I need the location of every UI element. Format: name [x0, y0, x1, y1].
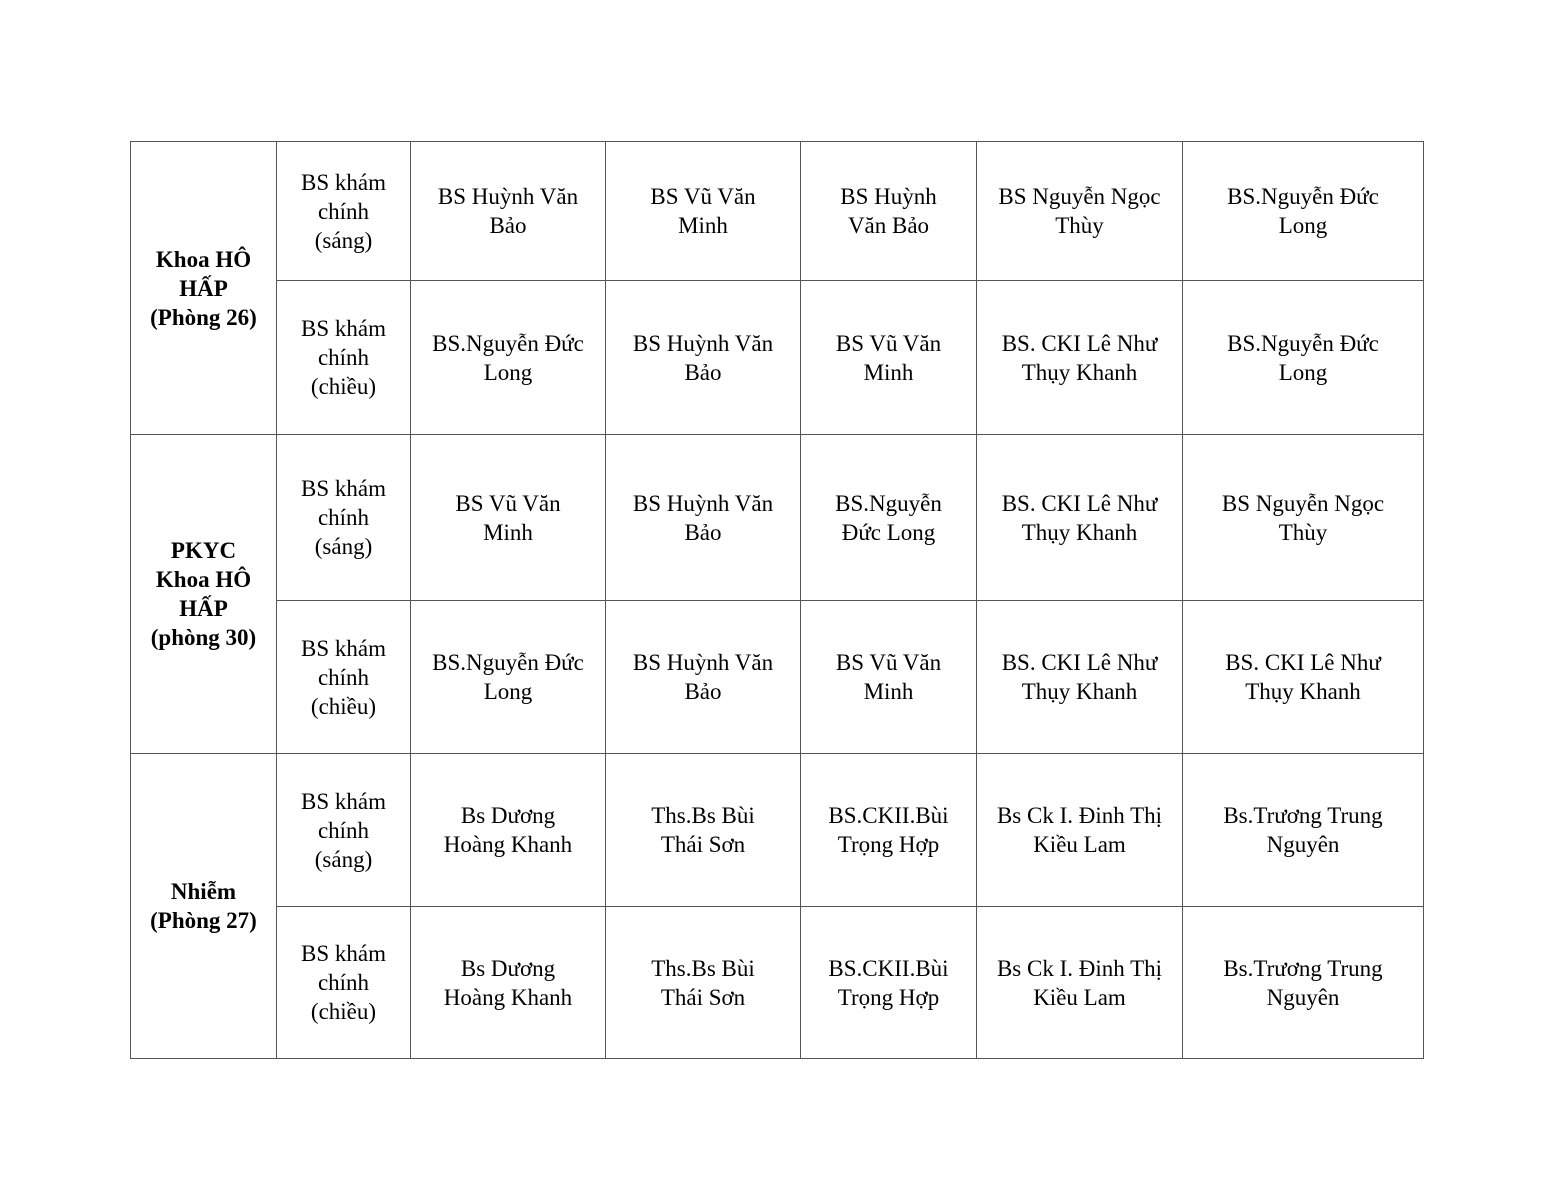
shift-label: BS khám chính (sáng) — [277, 435, 411, 601]
shift-label: BS khám chính (sáng) — [277, 754, 411, 907]
doctor-cell: BS. CKI Lê Như Thụy Khanh — [977, 435, 1183, 601]
doctor-cell: Bs.Trương Trung Nguyên — [1183, 754, 1424, 907]
schedule-row — [131, 754, 1424, 907]
doctor-cell: BS. CKI Lê Như Thụy Khanh — [1183, 601, 1424, 754]
shift-label: BS khám chính (sáng) — [277, 142, 411, 281]
doctor-cell: BS.Nguyễn Đức Long — [1183, 281, 1424, 435]
doctor-cell: Bs Dương Hoàng Khanh — [411, 754, 606, 907]
doctor-cell: BS Huỳnh Văn Bảo — [606, 435, 801, 601]
doctor-cell: BS Huỳnh Văn Bảo — [606, 601, 801, 754]
doctor-cell: Bs.Trương Trung Nguyên — [1183, 907, 1424, 1059]
shift-label: BS khám chính (chiều) — [277, 281, 411, 435]
doctor-cell: BS. CKI Lê Như Thụy Khanh — [977, 281, 1183, 435]
doctor-cell: BS.Nguyễn Đức Long — [801, 435, 977, 601]
doctor-schedule-table — [130, 141, 1424, 1059]
doctor-cell: BS Vũ Văn Minh — [801, 281, 977, 435]
schedule-row — [131, 281, 1424, 435]
doctor-cell: BS.CKII.Bùi Trọng Hợp — [801, 754, 977, 907]
doctor-cell: Bs Dương Hoàng Khanh — [411, 907, 606, 1059]
doctor-cell: BS. CKI Lê Như Thụy Khanh — [977, 601, 1183, 754]
department-name: Nhiễm (Phòng 27) — [131, 754, 277, 1059]
doctor-cell: BS.CKII.Bùi Trọng Hợp — [801, 907, 977, 1059]
doctor-cell: Bs Ck I. Đinh Thị Kiều Lam — [977, 754, 1183, 907]
doctor-cell: BS Vũ Văn Minh — [606, 142, 801, 281]
doctor-cell: Ths.Bs Bùi Thái Sơn — [606, 754, 801, 907]
department-name: Khoa HÔ HẤP (Phòng 26) — [131, 142, 277, 435]
doctor-cell: BS.Nguyễn Đức Long — [411, 601, 606, 754]
schedule-row — [131, 142, 1424, 281]
schedule-row — [131, 907, 1424, 1059]
shift-label: BS khám chính (chiều) — [277, 907, 411, 1059]
schedule-row — [131, 435, 1424, 601]
schedule-row — [131, 601, 1424, 754]
doctor-cell: BS Nguyễn Ngọc Thùy — [977, 142, 1183, 281]
doctor-cell: BS Huỳnh Văn Bảo — [411, 142, 606, 281]
doctor-cell: Bs Ck I. Đinh Thị Kiều Lam — [977, 907, 1183, 1059]
doctor-cell: BS Vũ Văn Minh — [801, 601, 977, 754]
department-name: PKYC Khoa HÔ HẤP (phòng 30) — [131, 435, 277, 754]
doctor-cell: BS Nguyễn Ngọc Thùy — [1183, 435, 1424, 601]
doctor-cell: BS.Nguyễn Đức Long — [411, 281, 606, 435]
doctor-cell: Ths.Bs Bùi Thái Sơn — [606, 907, 801, 1059]
doctor-cell: BS.Nguyễn Đức Long — [1183, 142, 1424, 281]
doctor-cell: BS Huỳnh Văn Bảo — [606, 281, 801, 435]
doctor-cell: BS Huỳnh Văn Bảo — [801, 142, 977, 281]
shift-label: BS khám chính (chiều) — [277, 601, 411, 754]
doctor-cell: BS Vũ Văn Minh — [411, 435, 606, 601]
